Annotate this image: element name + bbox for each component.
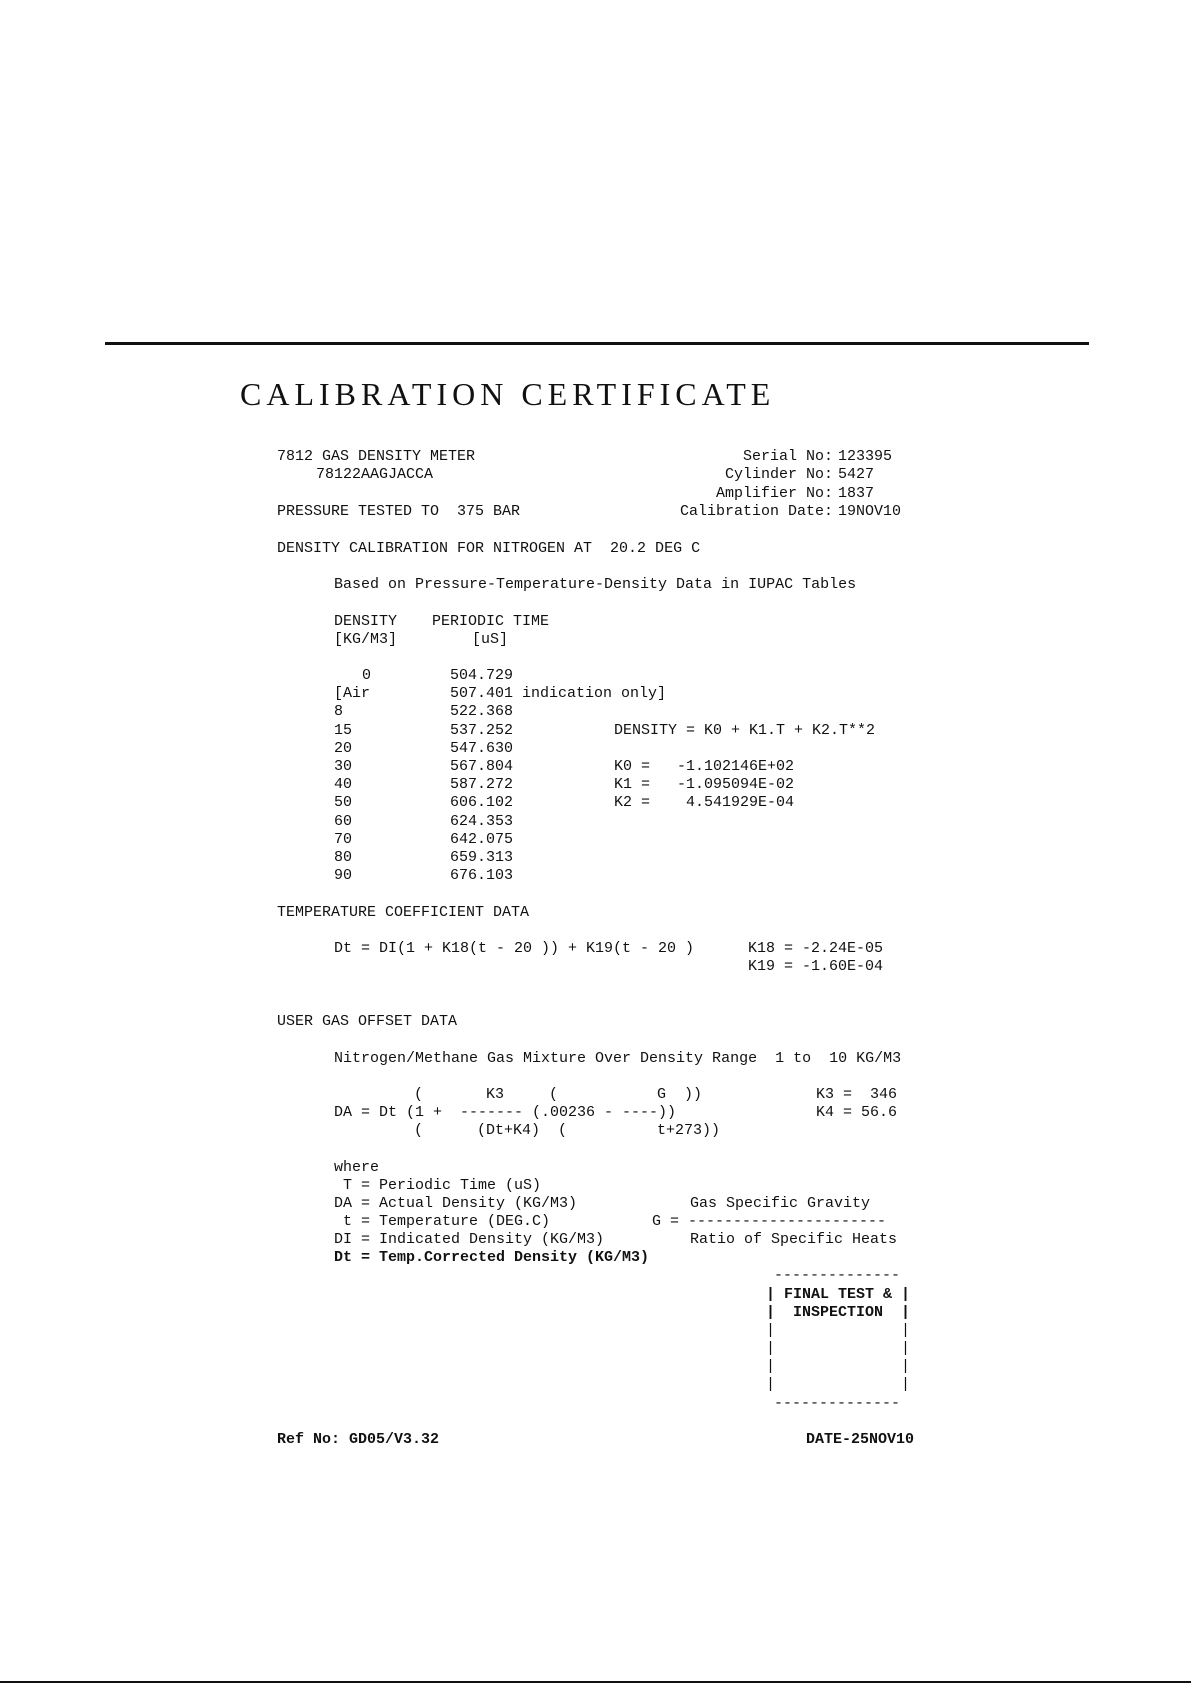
periodic-time-value: 504.729	[450, 667, 514, 684]
definition-line: DI = Indicated Density (KG/M3)	[334, 1231, 605, 1248]
density-equation: DENSITY = K0 + K1.T + K2.T**2	[614, 722, 876, 739]
periodic-time-value: 676.103	[450, 867, 514, 885]
serial-value: 123395	[838, 448, 893, 465]
density-column-unit: [KG/M3]	[334, 631, 398, 648]
calibration-date-value: 19NOV10	[838, 503, 902, 520]
offset-formula-line-2: DA = Dt (1 + ------- (.00236 - ----))	[334, 1104, 677, 1121]
k18-coefficient: K18 = -2.24E-05	[748, 940, 884, 957]
g-fraction: G = ----------------------	[652, 1213, 887, 1230]
bottom-rule	[0, 1681, 1191, 1683]
g-numerator: Gas Specific Gravity	[690, 1195, 871, 1212]
periodic-time-value: 659.313	[450, 848, 514, 866]
density-calibration-heading: DENSITY CALIBRATION FOR NITROGEN AT 20.2 DEG C	[277, 540, 701, 557]
density-value: 0	[362, 667, 372, 684]
periodic-time-value: 547.630	[450, 739, 514, 757]
periodic-time-value: 587.272	[450, 776, 514, 794]
user-gas-offset-heading: USER GAS OFFSET DATA	[277, 1013, 458, 1030]
density-column	[334, 667, 371, 885]
temperature-equation: Dt = DI(1 + K18(t - 20 )) + K19(t - 20 )	[334, 940, 695, 957]
cylinder-value: 5427	[838, 466, 875, 483]
offset-formula-line-3: ( (Dt+K4) ( t+273))	[414, 1122, 721, 1139]
periodic-time-value: 522.368	[450, 703, 514, 721]
calibration-date-label: Calibration Date:	[679, 503, 833, 520]
periodic-time-value: 624.353	[450, 812, 514, 830]
density-value: 40	[334, 776, 353, 794]
density-value: 15	[334, 721, 353, 739]
offset-formula-line-1: ( K3 ( G ))	[414, 1086, 703, 1103]
inspection-box-line-2: | INSPECTION |	[766, 1304, 911, 1321]
periodic-time-value: 567.804	[450, 757, 514, 775]
density-value: 60	[334, 812, 353, 830]
top-rule	[105, 342, 1089, 345]
density-column-header: DENSITY	[334, 613, 398, 630]
k19-coefficient: K19 = -1.60E-04	[748, 958, 884, 975]
periodic-time-column-unit: [uS]	[472, 631, 509, 648]
where-label: where	[334, 1159, 380, 1176]
serial-label: Serial No:	[742, 448, 833, 465]
cylinder-label: Cylinder No:	[724, 466, 833, 483]
meter-name: 7812 GAS DENSITY METER	[277, 448, 476, 465]
periodic-time-value: 606.102	[450, 794, 514, 812]
k0-coefficient: K0 = -1.102146E+02	[614, 758, 795, 775]
temperature-coefficient-heading: TEMPERATURE COEFFICIENT DATA	[277, 904, 530, 921]
definition-line: Dt = Temp.Corrected Density (KG/M3)	[334, 1249, 650, 1266]
inspection-box-empty-line: | |	[766, 1322, 911, 1339]
periodic-time-value: 642.075	[450, 830, 514, 848]
periodic-time-column-header: PERIODIC TIME	[432, 613, 550, 630]
density-value: [Air	[334, 685, 371, 703]
definition-line: T = Periodic Time (uS)	[334, 1177, 542, 1194]
definition-line: DA = Actual Density (KG/M3)	[334, 1195, 578, 1212]
gas-mixture-description: Nitrogen/Methane Gas Mixture Over Density Range 1 to 10 KG/M3	[334, 1050, 902, 1067]
pressure-tested: PRESSURE TESTED TO 375 BAR	[277, 503, 521, 520]
density-value: 50	[334, 794, 353, 812]
periodic-time-value: 507.401 indication only]	[450, 685, 667, 703]
inspection-box-line-1: | FINAL TEST & |	[766, 1286, 911, 1303]
k1-coefficient: K1 = -1.095094E-02	[614, 776, 795, 793]
reference-number: Ref No: GD05/V3.32	[277, 1431, 440, 1448]
density-value: 90	[334, 867, 353, 885]
density-value: 8	[334, 703, 344, 721]
periodic-time-value: 537.252	[450, 721, 514, 739]
definition-line: t = Temperature (DEG.C)	[334, 1213, 551, 1230]
density-value: 80	[334, 848, 353, 866]
data-basis: Based on Pressure-Temperature-Density Data in IUPAC Tables	[334, 576, 857, 593]
density-value: 30	[334, 757, 353, 775]
k3-coefficient: K3 = 346	[816, 1086, 898, 1103]
amplifier-value: 1837	[838, 485, 875, 502]
amplifier-label: Amplifier No:	[715, 485, 833, 502]
page-title: CALIBRATION CERTIFICATE	[240, 376, 776, 412]
inspection-box-bottom: --------------	[774, 1395, 901, 1412]
inspection-box-top: --------------	[774, 1267, 901, 1284]
k2-coefficient: K2 = 4.541929E-04	[614, 794, 795, 811]
inspection-box-empty-line: | |	[766, 1340, 911, 1357]
issue-date: DATE-25NOV10	[806, 1431, 915, 1448]
meter-model: 78122AAGJACCA	[316, 466, 434, 483]
inspection-box-empty-line: | |	[766, 1358, 911, 1375]
density-value: 70	[334, 830, 353, 848]
k4-coefficient: K4 = 56.6	[816, 1104, 898, 1121]
density-value: 20	[334, 739, 353, 757]
g-denominator: Ratio of Specific Heats	[690, 1231, 898, 1248]
inspection-box-empty-line: | |	[766, 1376, 911, 1393]
